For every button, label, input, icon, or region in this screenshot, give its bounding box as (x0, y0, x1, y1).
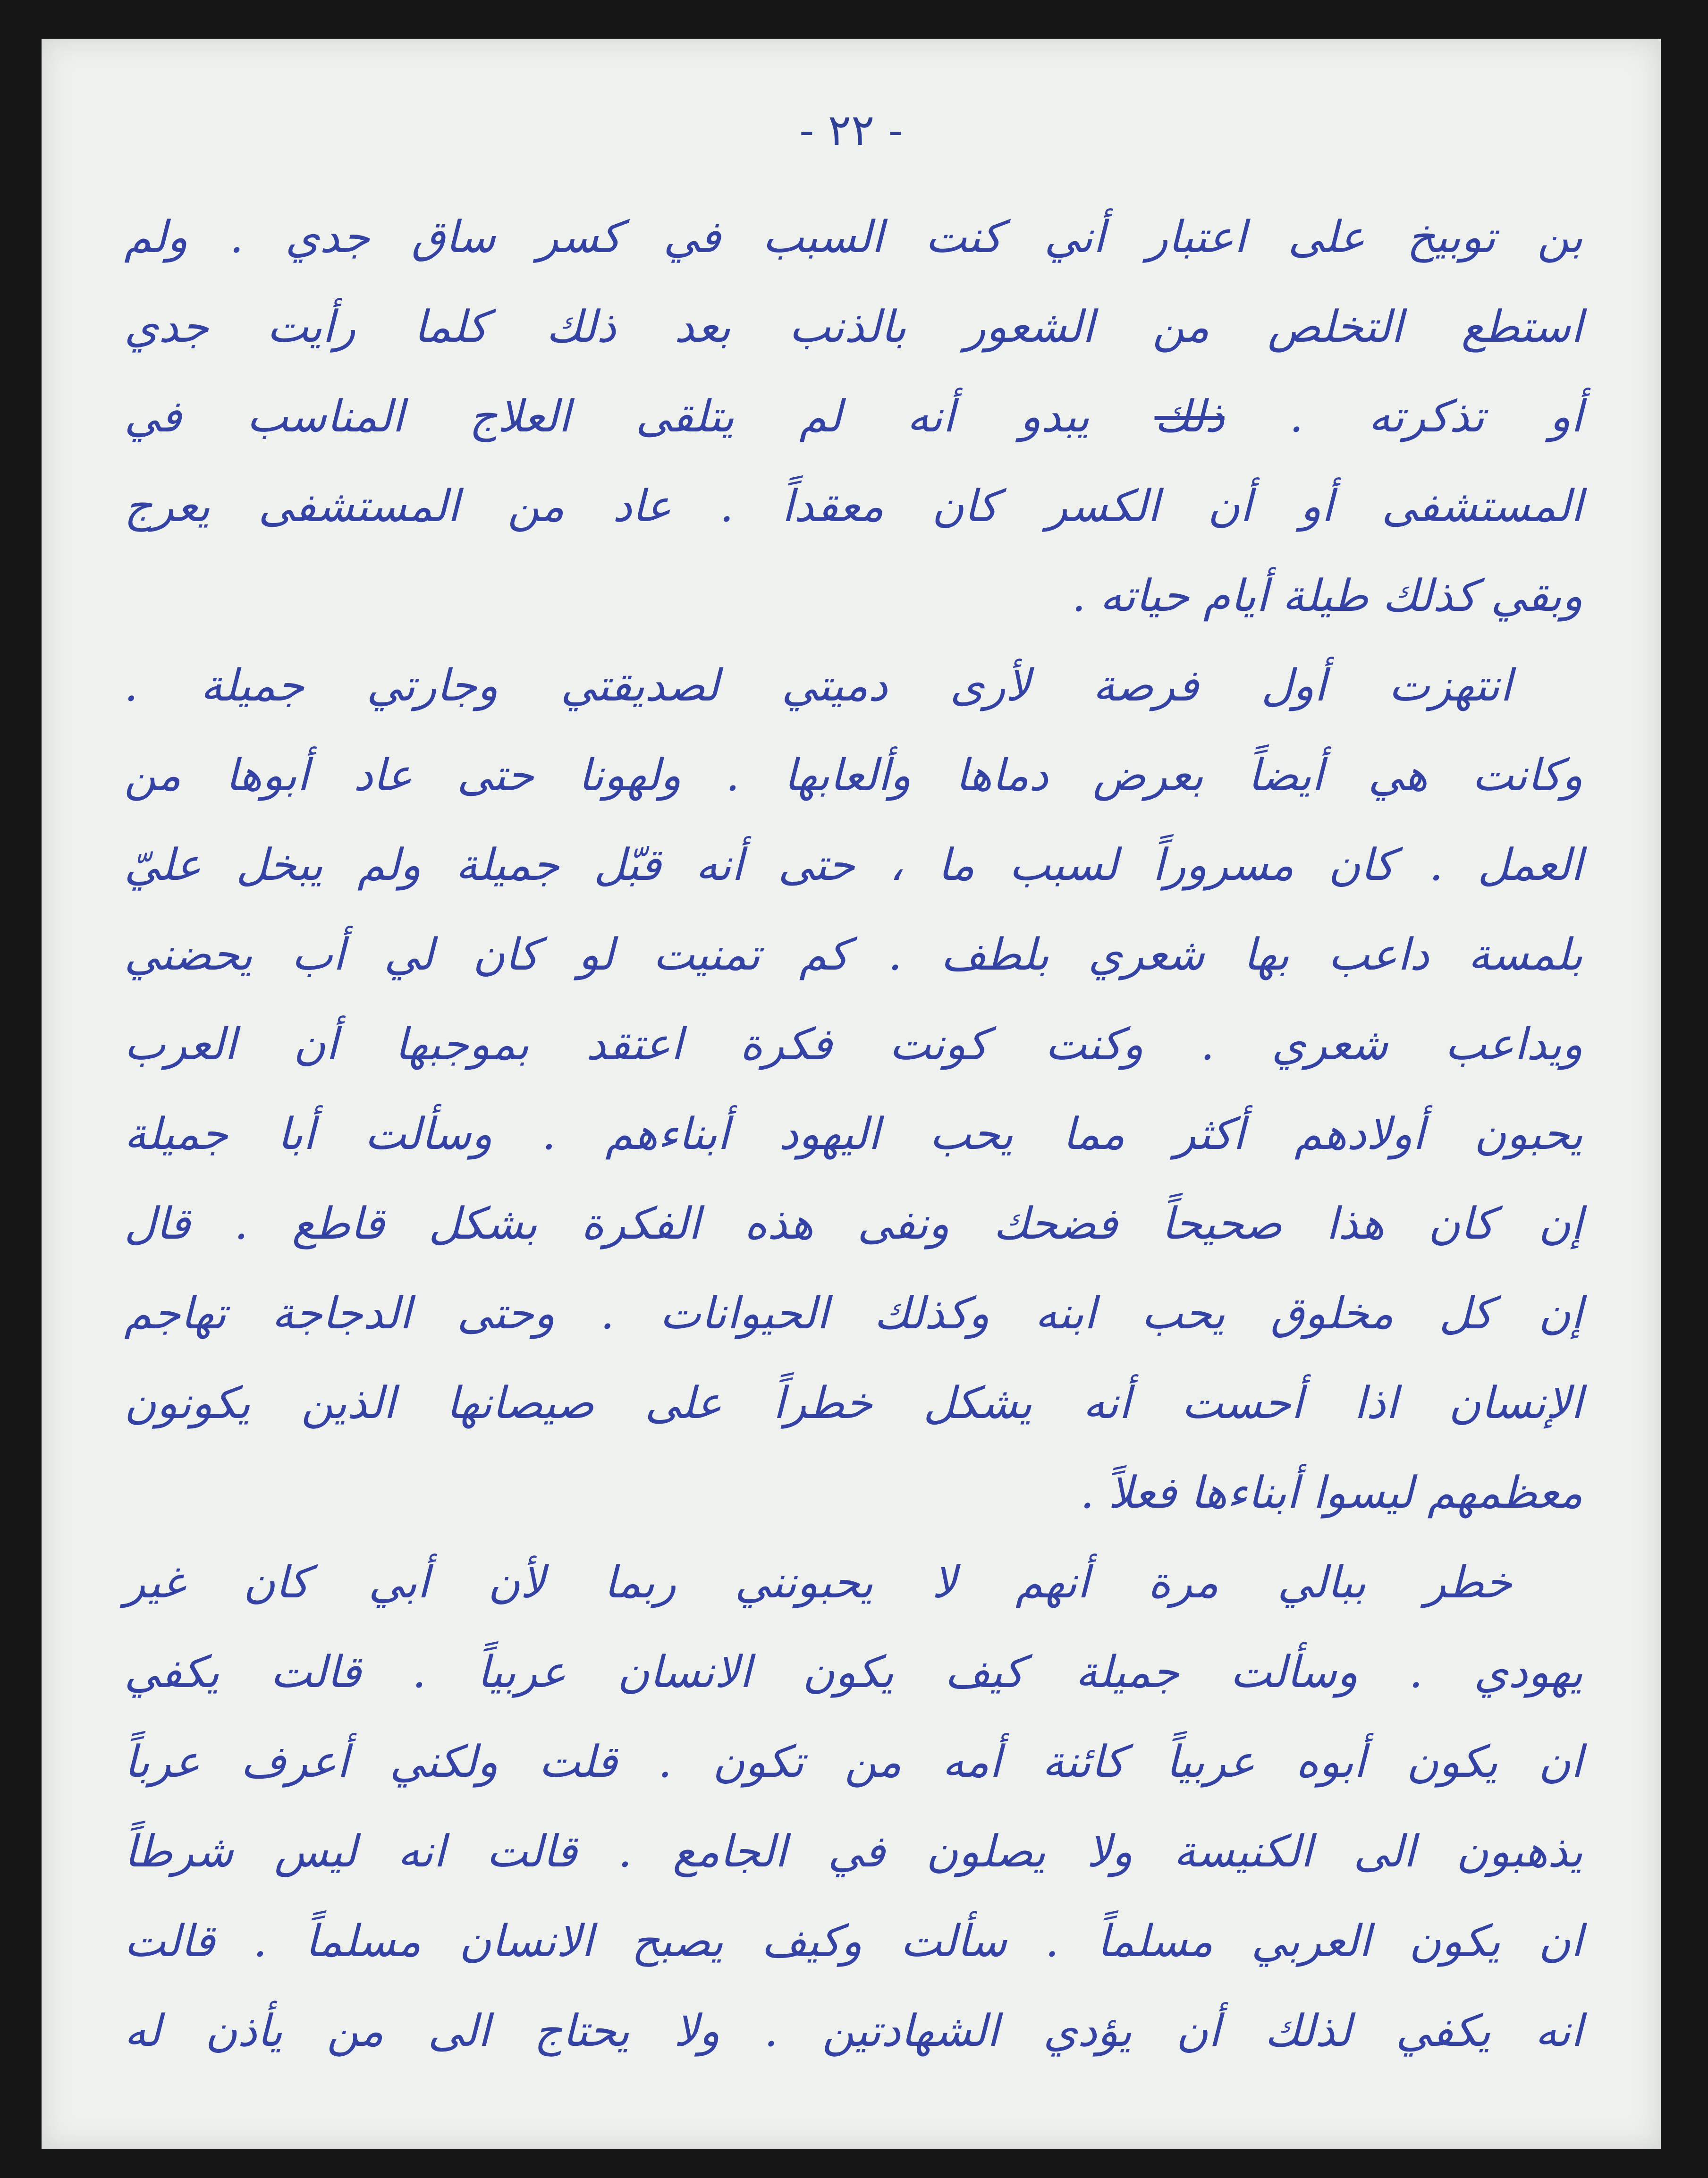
manuscript-page (42, 39, 1661, 2149)
text-line-5: وبقي كذلك طيلة أيام حياته . (1072, 570, 1583, 621)
text-line-7: وكانت هي أيضاً بعرض دماها وألعابها . ولهونا حتى عاد أبوها من (124, 750, 1583, 801)
text-line-13: إن كل مخلوق يحب ابنه وكذلك الحيوانات . وحتى الدجاجة تهاجم (124, 1288, 1583, 1339)
text-line-16: خطر ببالي مرة أنهم لا يحبونني ربما لأن أبي كان غير (124, 1557, 1512, 1608)
text-line-3-start: أو تذكرته . (1289, 391, 1583, 442)
text-line-6: انتهزت أول فرصة لأرى دميتي لصديقتي وجارتي جميلة . (124, 660, 1512, 711)
text-line-2: استطع التخلص من الشعور بالذنب بعد ذلك كلما رأيت جدي (124, 301, 1583, 352)
text-line-21: انه يكفي لذلك أن يؤدي الشهادتين . ولا يحتاج الى من يأذن له (124, 2005, 1583, 2056)
text-line-3 (124, 371, 1583, 461)
page-number: - ٢٢ - (799, 105, 903, 155)
text-line-14: الإنسان اذا أحست أنه يشكل خطراً على صيصانها الذين يكونون (124, 1377, 1583, 1428)
text-line-8: العمل . كان مسروراً لسبب ما ، حتى أنه قبّل جميلة ولم يبخل عليّ (124, 839, 1583, 890)
text-line-15: معظمهم ليسوا أبناءها فعلاً . (1080, 1467, 1583, 1518)
text-line-19: يذهبون الى الكنيسة ولا يصلون في الجامع . قالت انه ليس شرطاً (124, 1826, 1583, 1877)
text-line-11: يحبون أولادهم أكثر مما يحب اليهود أبناءهم . وسألت أبا جميلة (124, 1108, 1583, 1159)
text-line-20: ان يكون العربي مسلماً . سألت وكيف يصبح الانسان مسلماً . قالت (124, 1916, 1583, 1967)
text-line-12: إن كان هذا صحيحاً فضحك ونفى هذه الفكرة بشكل قاطع . قال (124, 1198, 1583, 1249)
handwritten-text-body (124, 192, 1583, 2076)
text-line-17: يهودي . وسألت جميلة كيف يكون الانسان عربياً . قالت يكفي (124, 1646, 1583, 1697)
struck-word: ذلك (1154, 391, 1225, 442)
text-line-4: المستشفى أو أن الكسر كان معقداً . عاد من المستشفى يعرج (124, 481, 1583, 532)
text-line-10: ويداعب شعري . وكنت كونت فكرة اعتقد بموجبها أن العرب (124, 1019, 1583, 1070)
text-line-18: ان يكون أبوه عربياً كائنة أمه من تكون . قلت ولكني أعرف عرباً (124, 1736, 1583, 1787)
text-line-3-end: يبدو أنه لم يتلقى العلاج المناسب في (124, 391, 1090, 442)
text-line-1: بن توبيخ على اعتبار أني كنت السبب في كسر ساق جدي . ولم (124, 211, 1583, 262)
text-line-9: بلمسة داعب بها شعري بلطف . كم تمنيت لو كان لي أب يحضني (124, 929, 1583, 980)
